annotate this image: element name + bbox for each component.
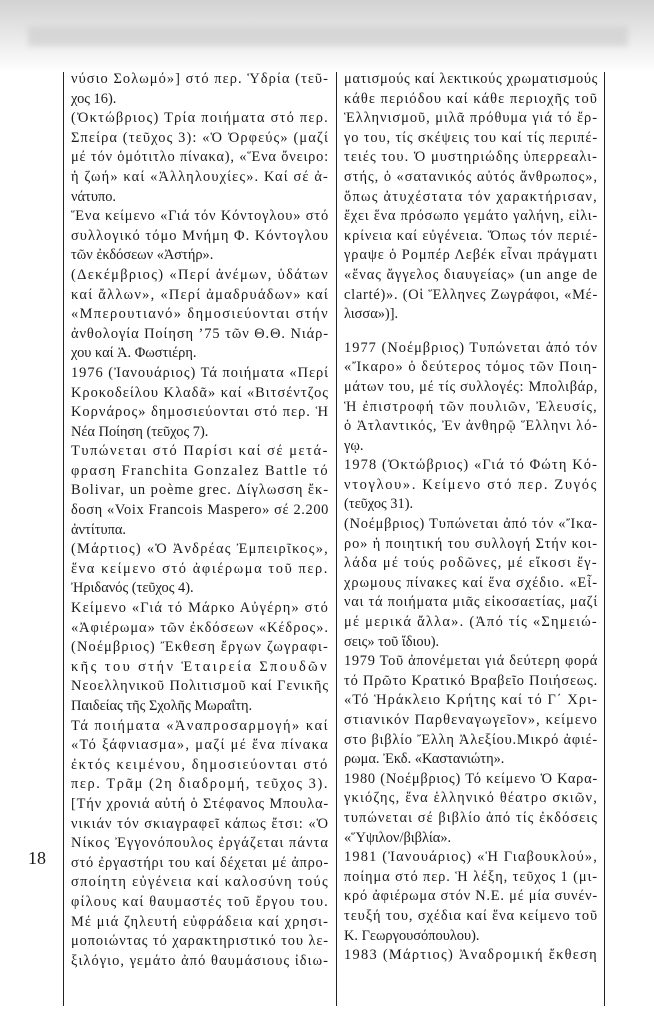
left-margin-rule (63, 72, 64, 1006)
text-line: νικιάν τόν σκιαγραφεῖ κάπως ἔτσι: «Ὁ (71, 815, 329, 832)
text-line: ματισμούς καί λεκτικούς χρωματισμούς (344, 71, 598, 87)
text-line: ρωμα. Ἐκδ. «Καστανιώτη». (344, 751, 505, 768)
text-line: χου καί Ἀ. Φωστιέρη. (71, 345, 197, 362)
text-line: Τά ποιήματα «Ἀναπροσαρμογή» καί (71, 717, 329, 734)
text-line: μέ μερικά ἄλλα». (Ἀπό τίς «Σημειώ- (344, 614, 598, 631)
text-line: λάδα μέ τούς ροδῶνες, μέ εἴκοσι ἔγ- (344, 555, 598, 572)
text-line: μοποιώντας τό χαρακτηριστικό του λε- (71, 933, 329, 950)
text-line: ἔχει ἕνα πρόσωπο γεμάτο γαλήνη, εἰλι- (344, 208, 598, 225)
text-line: Νεοελληνικοῦ Πολιτισμοῦ καί Γενικῆς (71, 678, 329, 695)
text-line: ὅπως ἀτυχέστατα τόν χαρακτήρισαν, (344, 188, 598, 205)
text-line: 1979 Τοῦ ἀπονέμεται γιά δεύτερη φορά (344, 653, 598, 670)
text-line: 1981 (Ἰανουάριος) «Ἡ Γιαβουκλού», (344, 849, 598, 866)
text-line: στό ἐργαστήρι του καί δέχεται μέ ἀπρο- (71, 854, 329, 871)
text-line: Νίκος Ἐγγονόπουλος ἐργάζεται πάντα (71, 835, 329, 852)
text-line: ντογλου». Κείμενο στό περ. Ζυγός (344, 476, 598, 493)
text-line: ξιλόγιο, γεμάτο ἀπό θαυμάσιους ἰδιω- (71, 952, 329, 969)
text-line: λισσα»)]. (344, 306, 399, 323)
text-line: (Μάρτιος) «Ὁ Ἀνδρέας Ἐμπειρῖκος», (71, 541, 329, 558)
text-line: γραψε ὁ Ρομπέρ Λεβέκ εἶναι πράγματι (344, 247, 598, 264)
text-line: [Τήν χρονιά αὐτή ὁ Στέφανος Μπουλα- (71, 795, 329, 812)
text-line: Σπείρα (τεῦχος 3): «Ὁ Ὀρφεύς» (μαζί (71, 129, 329, 146)
text-line: συλλογικό τόμο Μνήμη Φ. Κόντογλου (71, 227, 329, 244)
text-line: Μέ μιά ζηλευτή εὐφράδεια καί χρησι- (71, 913, 329, 930)
text-line: (Νοέμβριος) Ἔκθεση ἔργων ζωγραφι- (71, 639, 329, 656)
text-line: σποίητη εὐγένεια καί καλοσύνη τούς (71, 874, 329, 891)
text-line: στιανικόν Παρθεναγωγεῖον», κείμενο (344, 712, 598, 728)
text-line: φίλους καί θαυμαστές τοῦ ἔργου του. (71, 893, 329, 910)
text-line: Κροκοδείλου Κλαδᾶ» καί «Βιτσέντζος (71, 384, 329, 401)
text-line: 1983 (Μάρτιος) Ἀναδρομική ἔκθεση (344, 947, 598, 964)
column-divider-rule (336, 72, 337, 1006)
text-line: ναι τά ποιήματα μιᾶς εἰκοσαετίας, μαζί (344, 594, 598, 611)
text-line: γο του, τίς σκέψεις του καί τίς περιπέ- (344, 129, 598, 146)
text-line: Τυπώνεται στό Παρίσι καί σέ μετά- (71, 443, 329, 460)
right-column (344, 70, 598, 966)
text-line: ἡ ζωή» καί «Ἀλληλουχίες». Καί σέ ἀ- (71, 168, 329, 185)
text-line: τυπώνεται σέ βιβλίο ἀπό τίς ἐκδόσεις (344, 809, 598, 826)
text-line: καί ἄλλων», «Περί ἀμαδρυάδων» καί (71, 286, 329, 303)
text-line: χος 16). (71, 90, 117, 107)
text-line: 1977 (Νοέμβριος) Τυπώνεται ἀπό τόν (344, 339, 598, 356)
text-line: Κορνάρος» δημοσιεύονται στό περ. Ἡ (71, 404, 329, 421)
text-line: Ἡ ἐπιστροφή τῶν πουλιῶν, Ἐλευσίς, (344, 398, 598, 415)
text-line: «Μπερουτιανό» δημοσιεύονται στήν (71, 306, 329, 323)
text-line: δοση «Voix Francois Maspero» σέ 2.200 (71, 502, 329, 519)
text-line: γῳ. (344, 437, 364, 454)
text-line: κῆς του στήν Ἑταιρεία Σπουδῶν (71, 658, 329, 675)
text-line: τῶν ἐκδόσεων «Ἀστήρ». (71, 247, 214, 264)
text-line: νάτυπο. (71, 188, 117, 205)
text-line: περ. Τρᾶμ (2η διαδρομή, τεῦχος 3). (71, 776, 329, 793)
text-line: μάτων του, μέ τίς συλλογές: Μπολιβάρ, (344, 378, 598, 395)
text-line: ὁ Ἀτλαντικός, Ἐν ἀνθηρῷ Ἕλληνι λό- (344, 418, 598, 435)
text-line: τό Πρῶτο Κρατικό Βραβεῖο Ποιήσεως. (344, 672, 598, 689)
text-line: Ἠριδανός (τεῦχος 4). (71, 580, 194, 597)
text-line: ἀντίτυπα. (71, 521, 127, 538)
text-line: clarté)». (Οἱ Ἕλληνες Ζωγράφοι, «Μέ- (344, 286, 598, 303)
text-line: ἕνα κείμενο στό ἀφιέρωμα τοῦ περ. (71, 560, 329, 577)
text-line: (Νοέμβριος) Τυπώνεται ἀπό τόν «Ἴκα- (344, 516, 598, 533)
text-line: Ἕνα κείμενο «Γιά τόν Κόντογλου» στό (71, 208, 329, 225)
text-line: φραση Franchita Gonzalez Battle τό (71, 462, 329, 479)
text-line: Bolivar, un poème grec. Δίγλωσση ἔκ- (71, 482, 329, 499)
paragraph-gap (344, 325, 598, 339)
text-line: ἀνθολογία Ποίηση ’75 τῶν Θ.Θ. Νιάρ- (71, 325, 329, 342)
text-line: (Δεκέμβριος) «Περί ἀνέμων, ὑδάτων (71, 266, 329, 283)
text-line: «Ἀφιέρωμα» τῶν ἐκδόσεων «Κέδρος». (71, 619, 329, 636)
text-line: τευξή του, σχέδια καί ἕνα κείμενο τοῦ (344, 907, 598, 924)
text-line: κρό ἀφιέρωμα στόν Ν.Ε. μέ μία συνέν- (344, 888, 598, 905)
text-line: (Ὀκτώβριος) Τρία ποιήματα στό περ. (71, 110, 329, 127)
text-line: κρίνεια καί εὐγένεια. Ὅπως τόν περιέ- (344, 227, 598, 244)
text-line: Νέα Ποίηση (τεῦχος 7). (71, 423, 209, 440)
text-line: μέ τόν ὁμότιτλο πίνακα), «Ἕνα ὄνειρο: (71, 149, 329, 166)
text-line: «ἕνας ἄγγελος διαυγείας» (un ange de (344, 266, 598, 283)
text-line: στο βιβλίο Ἔλλη Ἀλεξίου.Μικρό ἀφιέ- (344, 731, 598, 748)
text-line: ρο» ἡ ποιητική του συλλογή Στήν κοι- (344, 535, 598, 552)
left-column (71, 70, 329, 971)
text-line: Κείμενο «Γιά τό Μάρκο Αὐγέρη» στό (71, 600, 329, 617)
text-line: τειές του. Ὁ μυστηριώδης ὑπερρεαλι- (344, 149, 598, 166)
text-line: γκιόζης, ἕνα ἑλληνικό θέατρο σκιῶν, (344, 790, 598, 807)
text-line: κάθε περιόδου καί κάθε περιοχῆς τοῦ (344, 90, 598, 107)
text-line: χρωμους πίνακες καί ἕνα σχέδιο. «Εἶ- (344, 574, 598, 591)
right-margin-rule (604, 72, 605, 1006)
text-line: Ἑλληνισμοῦ, μιλᾶ πρόθυμα γιά τό ἔρ- (344, 110, 598, 127)
text-line: Παιδείας τῆς Σχολῆς Μωραΐτη. (71, 698, 253, 714)
text-line: «Ὕψιλον/βιβλία». (344, 829, 452, 846)
text-line: «Τό Ἡράκλειο Κρήτης καί τό Γ΄ Χρι- (344, 692, 598, 709)
text-line: Κ. Γεωργουσόπουλου). (344, 927, 480, 944)
text-line: σεις» τοῦ ἴδιου). (344, 633, 440, 650)
text-line: νύσιο Σολωμό»] στό περ. Ὑδρία (τεῦ- (71, 71, 329, 87)
page-number: 18 (28, 848, 46, 868)
text-line: «Ἴκαρο» ὁ δεύτερος τόμος τῶν Ποιη- (344, 359, 598, 376)
text-line: 1976 (Ἰανουάριος) Τά ποιήματα «Περί (71, 364, 329, 381)
text-line: ἐκτός κειμένου, δημοσιεύονται στό (71, 756, 329, 773)
text-line: στής, ὁ «σατανικός αὐτός ἄνθρωπος», (344, 168, 598, 185)
text-line: 1980 (Νοέμβριος) Τό κείμενο Ὁ Καρα- (344, 770, 598, 787)
scan-top-shadow (0, 0, 654, 72)
text-line: ποίημα στό περ. Ἡ λέξη, τεῦχος 1 (μι- (344, 868, 598, 885)
text-line: «Τό ξάφνιασμα», μαζί μέ ἕνα πίνακα (71, 737, 329, 754)
text-line: 1978 (Ὀκτώβριος) «Γιά τό Φώτη Κό- (344, 457, 598, 474)
text-line: (τεῦχος 31). (344, 496, 414, 513)
